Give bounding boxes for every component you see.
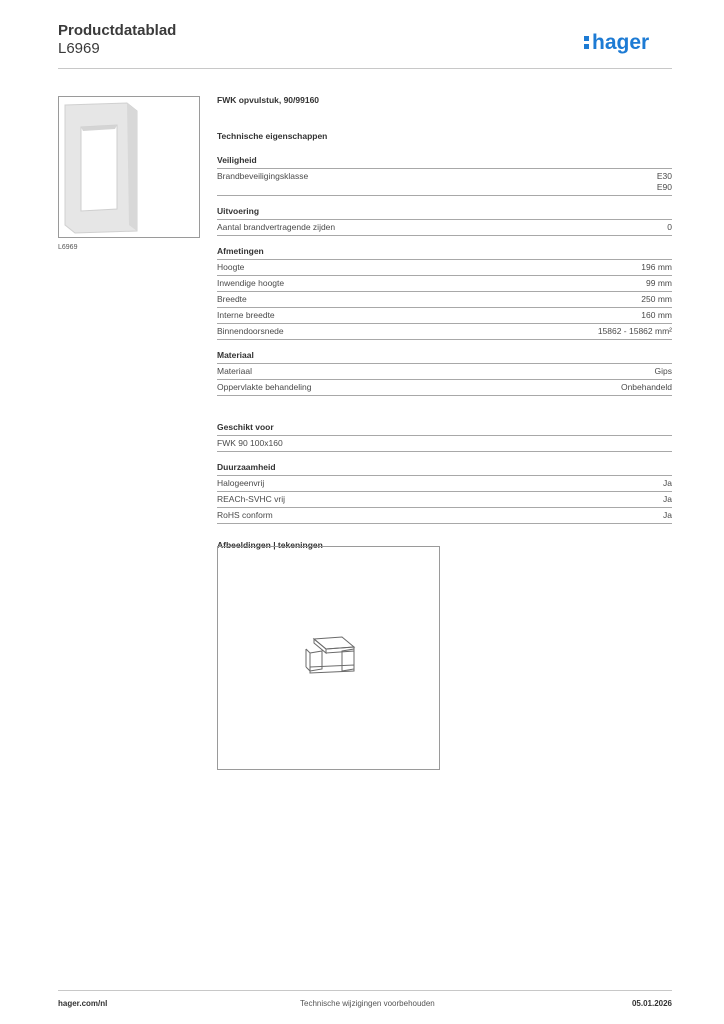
section-title: Duurzaamheid — [217, 462, 672, 476]
spec-row — [217, 292, 672, 308]
section-afmetingen — [217, 246, 672, 340]
hager-logo — [582, 26, 672, 56]
spec-label: Inwendige hoogte — [217, 278, 285, 288]
spec-label: RoHS conform — [217, 510, 273, 520]
spec-value: E30 E90 — [656, 171, 672, 192]
frame-illustration — [59, 97, 199, 237]
section-title: Afmetingen — [217, 246, 672, 260]
spec-column — [217, 95, 672, 550]
section-geschikt-voor — [217, 422, 672, 452]
product-code: L6969 — [58, 40, 100, 57]
product-title: FWK opvulstuk, 90/99160 — [217, 95, 320, 105]
spec-value: Gips — [654, 366, 672, 376]
spec-label: Hoogte — [217, 262, 245, 272]
spec-row — [217, 308, 672, 324]
spec-row — [217, 220, 672, 236]
spec-label: Binnendoorsnede — [217, 326, 284, 336]
technical-drawing — [217, 546, 440, 770]
spec-value: Ja — [663, 478, 672, 488]
drawing-illustration — [218, 547, 439, 769]
section-materiaal — [217, 350, 672, 396]
section-veiligheid — [217, 155, 672, 196]
spec-label: Aantal brandvertragende zijden — [217, 222, 336, 232]
logo-text: hager — [592, 31, 650, 54]
spec-row — [217, 508, 672, 524]
technical-properties-title: Technische eigenschappen — [217, 131, 328, 141]
spec-row — [217, 169, 672, 196]
spec-value: 160 mm — [641, 310, 672, 320]
section-title: Geschikt voor — [217, 422, 672, 436]
spec-row — [217, 260, 672, 276]
spec-value: 0 — [667, 222, 672, 232]
product-thumbnail — [58, 96, 200, 238]
logo-dot-top — [584, 36, 589, 41]
section-uitvoering — [217, 206, 672, 236]
footer-disclaimer: Technische wijzigingen voorbehouden — [300, 999, 435, 1008]
header-divider — [58, 68, 672, 69]
page-title: Productdatablad — [58, 22, 177, 39]
spec-value: Onbehandeld — [620, 382, 672, 392]
spec-label: Oppervlakte behandeling — [217, 382, 312, 392]
spec-value: Ja — [663, 494, 672, 504]
spec-value: 196 mm — [641, 262, 672, 272]
spec-value: Ja — [663, 510, 672, 520]
section-title: Uitvoering — [217, 206, 672, 220]
spec-value: 250 mm — [641, 294, 672, 304]
spec-label: Halogeenvrij — [217, 478, 265, 488]
spec-label: Breedte — [217, 294, 247, 304]
spec-row — [217, 276, 672, 292]
thumbnail-caption: L6969 — [58, 244, 78, 251]
spec-row — [217, 324, 672, 340]
spec-label: Brandbeveiligingsklasse — [217, 171, 309, 181]
spec-row — [217, 476, 672, 492]
logo-dot-bottom — [584, 44, 589, 49]
section-title: Veiligheid — [217, 155, 672, 169]
footer-date: 05.01.2026 — [631, 999, 672, 1008]
spec-label: FWK 90 100x160 — [217, 438, 283, 448]
section-title: Materiaal — [217, 350, 672, 364]
images-title: Afbeeldingen | tekeningen — [217, 540, 323, 550]
section-duurzaamheid — [217, 462, 672, 524]
spec-value: 15862 - 15862 mm² — [597, 326, 672, 336]
spec-row — [217, 380, 672, 396]
spec-label: Materiaal — [217, 366, 252, 376]
spec-label: Interne breedte — [217, 310, 275, 320]
spec-row — [217, 364, 672, 380]
footer-website: hager.com/nl — [58, 999, 108, 1008]
footer-divider — [58, 990, 672, 991]
spec-row — [217, 492, 672, 508]
spec-label: REACh-SVHC vrij — [217, 494, 286, 504]
spec-value: 99 mm — [646, 278, 672, 288]
spec-row — [217, 436, 672, 452]
